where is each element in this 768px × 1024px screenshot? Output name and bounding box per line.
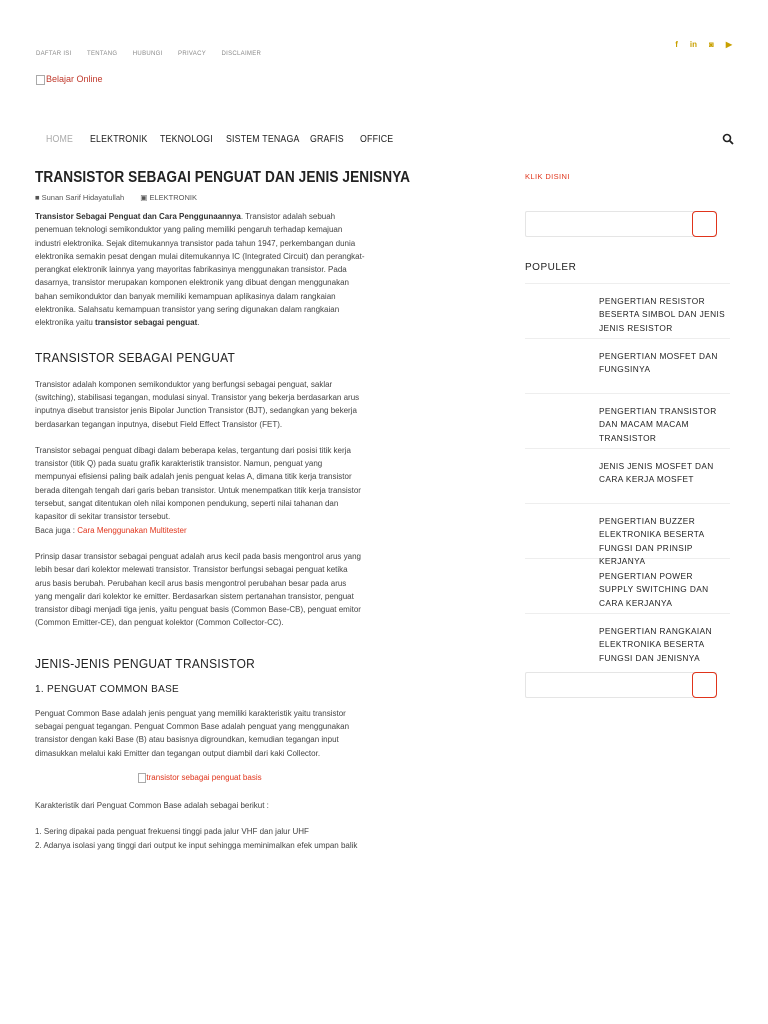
- popular-item[interactable]: PENGERTIAN RESISTOR BESERTA SIMBOL DAN JENIS JENIS RESISTOR: [525, 283, 730, 338]
- baca-juga-label: Baca juga :: [35, 525, 78, 535]
- list-item-2: 2. Adanya isolasi yang tinggi dari output ke input sehingga meminimalkan efek umpan balik: [35, 840, 358, 850]
- search-icon[interactable]: [722, 133, 734, 145]
- popular-item[interactable]: JENIS JENIS MOSFET DAN CARA KERJA MOSFET: [525, 448, 730, 503]
- facebook-icon[interactable]: f: [675, 40, 678, 49]
- paragraph-2: [35, 444, 365, 537]
- folder-icon: ▣: [140, 193, 148, 202]
- nav-item-elektronik[interactable]: ELEKTRONIK: [90, 134, 148, 145]
- social-links: [675, 40, 732, 49]
- nav-item-office[interactable]: OFFICE: [360, 134, 394, 145]
- top-link-privacy[interactable]: PRIVACY: [178, 51, 207, 57]
- top-link-tentang[interactable]: TENTANG: [87, 51, 118, 57]
- paragraph-1: Transistor adalah komponen semikonduktor yang berfungsi sebagai penguat, saklar (switching), stabilisasi tegangan, modulasi sinyal. Transistor yang bekerja berdasarkan arus inputnya disebut transistor jenis Bipolar Junction Transistor (BJT), sedangkan yang bekerja berdasarkan tegangan inputnya, disebut Field Effect Transistor (FET).: [35, 379, 360, 429]
- intro-bold: Transistor Sebagai Penguat dan Cara Penggunaannya: [35, 212, 241, 221]
- heading-jenis-jenis-penguat: JENIS-JENIS PENGUAT TRANSISTOR: [35, 655, 256, 671]
- post-category[interactable]: ELEKTRONIK: [149, 193, 197, 202]
- list-item-1: 1. Sering dipakai pada penguat frekuensi tinggi pada jalur VHF dan jalur UHF: [35, 827, 309, 837]
- paragraph-4: Penguat Common Base adalah jenis penguat yang memiliki karakteristik yaitu transistor sebagai penguat tegangan. Penguat Common Base adalah penguat yang menggunakan transistor dengan kaki Base (B) atau basisnya digroundkan, kemudian tegangan input dimasukkan melalui kaki Emitter dan tegangan output diambil dari kaki Collector.: [35, 708, 350, 758]
- sidebar: [525, 168, 730, 698]
- image-alt-text: transistor sebagai penguat basis: [146, 773, 262, 783]
- youtube-icon[interactable]: ▶: [725, 40, 732, 49]
- paragraph-3: Prinsip dasar transistor sebagai penguat adalah arus kecil pada basis mengontrol arus yang lebih besar dari kolektor melewati transistor. Transistor berfungsi sebagai penguat ketika arus basis berubah. Perubahan kecil arus basis mengontrol perubahan besar pada arus yang mengalir dari kolektor ke emitter. Berdasarkan sistem pertanahan transistor, penguat transistor dibagi menjadi tiga jenis, yaitu penguat basis (Common Base-CB), penguat emitor (Common Emitter-CE), dan penguat kolektor (Common Collector-CC).: [35, 551, 361, 628]
- nav-item-grafis[interactable]: GRAFIS: [310, 134, 344, 145]
- sidebar-search-button[interactable]: [692, 211, 717, 237]
- intro-end: .: [197, 318, 200, 328]
- list-paragraph: [35, 825, 365, 852]
- intro-paragraph: [35, 210, 365, 330]
- post-author[interactable]: Sunan Sarif Hidayatullah: [41, 193, 125, 202]
- image-placeholder[interactable]: [35, 773, 365, 783]
- top-link-disclaimer[interactable]: DISCLAIMER: [221, 51, 262, 57]
- site-logo[interactable]: [36, 74, 103, 85]
- klik-disini-link[interactable]: KLIK DISINI: [525, 172, 570, 181]
- popular-item[interactable]: PENGERTIAN POWER SUPPLY SWITCHING DAN CARA KERJANYA: [525, 558, 730, 613]
- popular-item[interactable]: PENGERTIAN MOSFET DAN FUNGSINYA: [525, 338, 730, 393]
- sidebar-search-input[interactable]: [525, 211, 717, 237]
- broken-image-icon: [36, 75, 45, 85]
- main-nav: [36, 132, 732, 150]
- paragraph-2-text: Transistor sebagai penguat dibagi dalam beberapa kelas, tergantung dari posisi titik kerja transistor (titik Q) pada suatu grafik karakteristik transistor. Namun, penguat yang mempunyai efisiensi paling baik adalah jenis penguat kelas A, dimana titik kerja transistor berada ditengah tengah dari garis beban transistor. Untuk menempatkan titik kerja transistor tersebut, sangat ditentukan oleh nilai komponen pendukung, seperti nilai tahanan dan kapasitor di sekitar transistor tersebut.: [35, 445, 361, 522]
- popular-list: [525, 283, 730, 668]
- heading-common-base: 1. PENGUAT COMMON BASE: [35, 683, 180, 695]
- nav-item-home[interactable]: HOME: [46, 134, 74, 145]
- post-content: [35, 165, 411, 865]
- sidebar-search-button-2[interactable]: [692, 672, 717, 698]
- baca-juga-link[interactable]: Cara Menggunakan Multitester: [77, 525, 187, 535]
- popular-item[interactable]: PENGERTIAN BUZZER ELEKTRONIKA BESERTA FUNGSI DAN PRINSIP KERJANYA: [525, 503, 730, 558]
- nav-item-sistem-tenaga[interactable]: SISTEM TENAGA: [226, 134, 300, 145]
- populer-heading: POPULER: [525, 262, 577, 273]
- instagram-icon[interactable]: ◙: [709, 40, 714, 49]
- user-icon: ■: [35, 193, 40, 202]
- top-link-hubungi[interactable]: HUBUNGI: [132, 51, 163, 57]
- top-bar: [36, 38, 732, 57]
- popular-item[interactable]: PENGERTIAN TRANSISTOR DAN MACAM MACAM TRANSISTOR: [525, 393, 730, 448]
- intro-bold-2: transistor sebagai penguat: [95, 318, 198, 328]
- top-links: [36, 42, 272, 60]
- logo-alt-text: Belajar Online: [46, 74, 103, 84]
- nav-item-teknologi[interactable]: TEKNOLOGI: [160, 134, 213, 145]
- popular-item[interactable]: PENGERTIAN RANGKAIAN ELEKTRONIKA BESERTA FUNGSI DAN JENISNYA: [525, 613, 730, 668]
- sidebar-search-input-2[interactable]: [525, 672, 717, 698]
- paragraph-5: Karakteristik dari Penguat Common Base adalah sebagai berikut :: [35, 800, 269, 810]
- intro-text: . Transistor adalah sebuah penemuan teknologi semikonduktor yang paling memiliki pengaruh terhadap kemajuan industri elektronika. Sejak ditemukannya transistor pada tahun 1947, perkembangan dunia elektronika semakin pesat dengan mulai ditemukannya IC (Integrated Circuit) dan perangkat-perangkat elektronik lainnya yang mayoritas fabrikasinya menggunakan transistor. Pada dasarnya, transistor merupakan komponen elektronik yang dibuat dengan menggunakan bahan semikonduktor dan banyak memiliki kemampuan aplikasinya dalam rangkaian elektronika. Salahsatu kemampuan transistor yang sering digunakan dalam rangkaian elektronika yaitu: [35, 212, 365, 328]
- heading-transistor-sebagai-penguat: TRANSISTOR SEBAGAI PENGUAT: [35, 349, 236, 365]
- post-title: TRANSISTOR SEBAGAI PENGUAT DAN JENIS JENISNYA: [35, 169, 411, 186]
- top-link-daftar-isi[interactable]: DAFTAR ISI: [36, 51, 72, 57]
- post-meta: [35, 193, 365, 202]
- linkedin-icon[interactable]: in: [689, 40, 697, 49]
